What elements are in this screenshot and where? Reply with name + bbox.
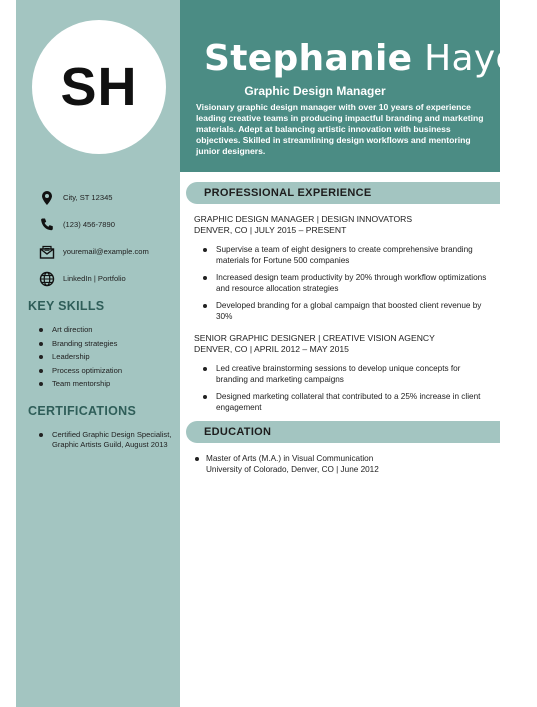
list-item: Designed marketing collateral that contributed to a 25% increase in client engagement [194, 391, 494, 413]
experience-banner [186, 182, 500, 204]
school: University of Colorado, Denver, CO | June 2012 [206, 465, 379, 474]
job-title: Graphic Design Manager [244, 84, 386, 98]
contact-location-text: City, ST 12345 [63, 193, 113, 202]
experience-heading: PROFESSIONAL EXPERIENCE [204, 187, 372, 199]
list-item [194, 453, 494, 475]
job-entry [194, 333, 494, 419]
globe-icon [38, 270, 56, 288]
list-item: Led creative brainstorming sessions to develop unique concepts for branding and marketing campaigns [194, 363, 494, 385]
first-name: Stephanie [204, 38, 413, 79]
location-pin-icon [38, 189, 56, 207]
list-item: Certified Graphic Design Specialist, Graphic Artists Guild, August 2013 [38, 430, 176, 450]
certifications-list [38, 430, 176, 450]
list-item: Process optimization [38, 364, 176, 378]
list-item: Increased design team productivity by 20% through workflow optimizations and resource allocation strategies [194, 272, 494, 294]
contact-phone [38, 211, 178, 238]
contact-phone-text: (123) 456-7890 [63, 220, 115, 229]
phone-icon [38, 216, 56, 234]
job-title-row [0, 84, 500, 98]
list-item: Branding strategies [38, 337, 176, 351]
contact-email-text[interactable]: youremail@example.com [63, 247, 149, 256]
contact-web-text[interactable]: LinkedIn | Portfolio [63, 274, 126, 283]
job-entry [194, 214, 494, 328]
list-item: Leadership [38, 350, 176, 364]
list-item: Team mentorship [38, 377, 176, 391]
list-item: Art direction [38, 323, 176, 337]
full-name [204, 38, 537, 79]
job-title-company: GRAPHIC DESIGN MANAGER | DESIGN INNOVATORS [194, 214, 413, 224]
initials: SH [60, 57, 138, 117]
contact-list [38, 184, 178, 292]
list-item: Supervise a team of eight designers to create comprehensive branding materials for Fortune 500 companies [194, 244, 494, 266]
contact-email [38, 238, 178, 265]
summary: Visionary graphic design manager with over 10 years of experience leading creative teams in producing impactful branding and marketing materials. Adept at balancing artistic innovation with business objectives. Skilled in streamlining design workflows and mentoring junior designers. [196, 102, 484, 156]
job-title-company: SENIOR GRAPHIC DESIGNER | CREATIVE VISION AGENCY [194, 333, 435, 343]
certifications-heading: CERTIFICATIONS [28, 404, 137, 418]
contact-web [38, 265, 178, 292]
education-list [194, 453, 494, 475]
job-location-dates: DENVER, CO | JULY 2015 – PRESENT [194, 225, 347, 235]
job-bullets [194, 244, 494, 322]
skills-list [38, 323, 176, 391]
job-bullets [194, 363, 494, 413]
contact-location [38, 184, 178, 211]
list-item: Developed branding for a global campaign that boosted client revenue by 30% [194, 300, 494, 322]
skills-heading: KEY SKILLS [28, 299, 105, 313]
last-name: Hayes [424, 38, 537, 79]
education-banner [186, 421, 500, 443]
envelope-icon [38, 243, 56, 261]
education-heading: EDUCATION [204, 426, 272, 438]
degree: Master of Arts (M.A.) in Visual Communication [206, 454, 374, 463]
job-location-dates: DENVER, CO | APRIL 2012 – MAY 2015 [194, 344, 349, 354]
